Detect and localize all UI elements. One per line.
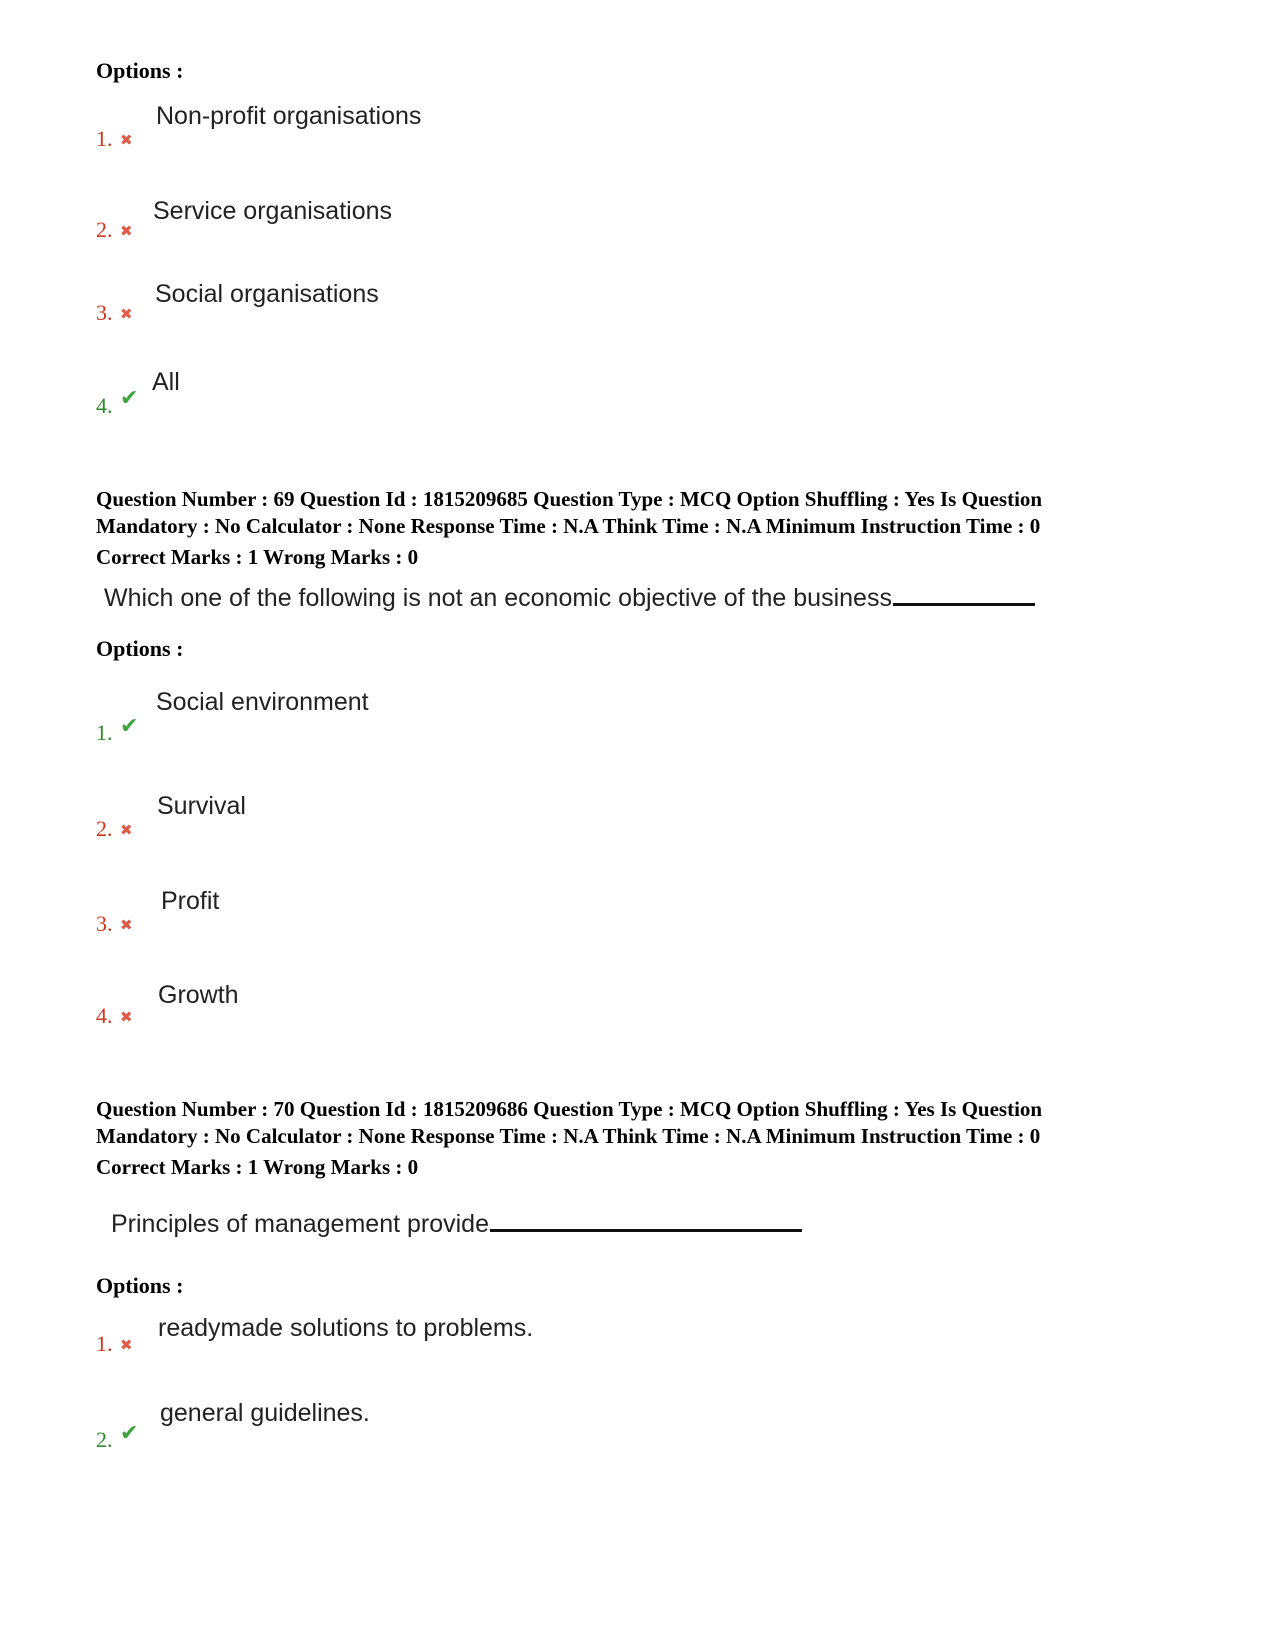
question-marks: Correct Marks : 1 Wrong Marks : 0 <box>96 545 419 569</box>
option-item <box>96 1397 996 1467</box>
option-number: 4. <box>96 393 113 418</box>
option-number: 1. <box>96 1331 113 1356</box>
question-meta <box>96 486 1186 571</box>
cross-icon: ✖ <box>120 821 133 839</box>
cross-icon: ✖ <box>120 916 133 934</box>
question-meta-line: Question Number : 69 Question Id : 1815209685 Question Type : MCQ Option Shuffling : Yes Is Question <box>96 487 1043 511</box>
option-text: Social environment <box>156 688 369 716</box>
option-number: 2. <box>96 1427 113 1452</box>
option-number: 2. <box>96 816 113 841</box>
option-item <box>96 1312 996 1382</box>
options-heading: Options : <box>96 636 184 661</box>
option-number: 4. <box>96 1003 113 1028</box>
option-item <box>96 280 996 350</box>
question-meta-line: Question Number : 70 Question Id : 1815209686 Question Type : MCQ Option Shuffling : Yes Is Question <box>96 1097 1043 1121</box>
option-number: 3. <box>96 911 113 936</box>
option-text: readymade solutions to problems. <box>158 1314 534 1342</box>
question-text <box>104 584 1035 613</box>
question-text-content: Which one of the following is not an economic objective of the business <box>104 584 892 612</box>
cross-icon: ✖ <box>120 131 133 149</box>
option-number: 3. <box>96 300 113 325</box>
option-text: Service organisations <box>153 197 393 225</box>
option-text: Non-profit organisations <box>156 102 422 130</box>
option-text: general guidelines. <box>160 1399 370 1427</box>
option-number: 1. <box>96 126 113 151</box>
check-icon: ✔ <box>120 714 139 739</box>
option-text: All <box>152 368 180 396</box>
option-text: Social organisations <box>155 280 379 308</box>
option-item <box>96 686 996 756</box>
option-item <box>96 366 996 436</box>
answer-blank <box>490 1227 802 1232</box>
cross-icon: ✖ <box>120 1336 133 1354</box>
option-item <box>96 790 996 860</box>
question-meta-line: Mandatory : No Calculator : None Response Time : N.A Think Time : N.A Minimum Instruction Time : 0 <box>96 1124 1041 1148</box>
check-icon: ✔ <box>120 1421 139 1446</box>
cross-icon: ✖ <box>120 305 133 323</box>
option-item <box>96 885 996 955</box>
option-number: 2. <box>96 217 113 242</box>
option-item <box>96 100 996 170</box>
option-text: Survival <box>157 792 246 820</box>
cross-icon: ✖ <box>120 1008 133 1026</box>
answer-blank <box>893 601 1035 606</box>
options-heading: Options : <box>96 1273 184 1298</box>
question-meta-line: Mandatory : No Calculator : None Response Time : N.A Think Time : N.A Minimum Instruction Time : 0 <box>96 514 1041 538</box>
question-text <box>111 1210 802 1239</box>
option-text: Growth <box>158 981 239 1009</box>
option-item <box>96 195 996 265</box>
options-heading: Options : <box>96 58 184 83</box>
question-meta <box>96 1096 1186 1181</box>
option-item <box>96 979 996 1049</box>
check-icon: ✔ <box>120 386 139 411</box>
question-marks: Correct Marks : 1 Wrong Marks : 0 <box>96 1155 419 1179</box>
cross-icon: ✖ <box>120 222 133 240</box>
question-text-content: Principles of management provide <box>111 1210 489 1238</box>
option-text: Profit <box>161 887 220 915</box>
option-number: 1. <box>96 720 113 745</box>
